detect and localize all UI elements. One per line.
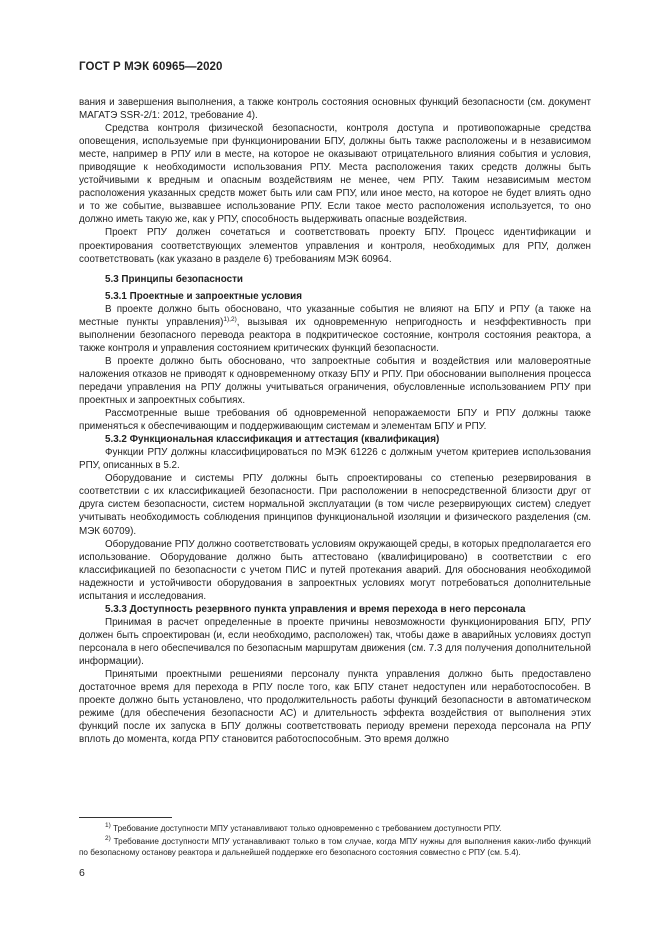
footnote-mark: 1) [105, 822, 111, 829]
paragraph-5-3-3-second: Принятыми проектными решениями персоналу пункта управления должно быть предоставлено достаточное время для перехода в РПУ после того, как БПУ станет недоступен или неработоспособен. В проекте должно быть установлено, что продолжительность работы функций безопасности в автоматическом режиме (для обеспечения безопасности АС) и длительность эффекта воздействия от выполнения этих функций после их запуска в БПУ должны соответствовать периоду времени перехода персонала на РПУ вплоть до момента, когда РПУ становится работоспособным. Это время должно [79, 669, 591, 746]
paragraph-5-3-3-first: Принимая в расчет определенные в проекте причины невозможности функционирования БПУ, РПУ должен быть спроектирован (и, если необходимо, расположен) так, чтобы даже в аварийных условиях доступ персонала в него обеспечивался по безопасным маршрутам движения (см. 7.3 для получения дополнительной информации). [79, 616, 591, 667]
footnote-reference: 1),2) [223, 315, 237, 323]
document-header: ГОСТ Р МЭК 60965—2020 [79, 61, 223, 73]
paragraph-5-3-2-second: Оборудование и системы РПУ должны быть спроектированы со степенью резервирования в соответствии с их классификацией безопасности. При расположении в непосредственной близости друг от друга систем безопасности, систем нормальной эксплуатации (в том числе резервирующих систем) следует учитывать необходимость соблюдения принципов функциональной изоляции и физического разделения (см. МЭК 60709). [79, 473, 591, 537]
section-heading-5-3-2: 5.3.2 Функциональная классификация и аттестация (квалификация) [105, 434, 440, 446]
section-heading-5-3: 5.3 Принципы безопасности [105, 273, 243, 285]
document-body [79, 96, 591, 746]
paragraph-5-3-1-first-text: В проекте должно быть обосновано, что указанные события не влияют на БПУ и РПУ (а также на местные пункты управления) [79, 303, 591, 328]
paragraph-continuation: вания и завершения выполнения, а также контроль состояния основных функций безопасности (см. документ МАГАТЭ SSR-2/1: 2012, требование 4). [79, 97, 591, 122]
paragraph-5-3-1-first-tail: , вызывая их одновременную непригодность и неэффективность при выполнении безопасного перевода реактора в подкритическое состояние, контроля состояния реактора, а также контроля и управления состоянием критических функций безопасности. [79, 316, 591, 354]
footnote-mark: 2) [105, 835, 111, 843]
footnote-text: Требование доступности МПУ устанавливают только одновременно с требованием доступности РПУ. [113, 824, 502, 833]
paragraph-5-3-1-second: В проекте должно быть обосновано, что запроектные события и воздействия или маловероятные наложения отказов не приводят к одновременному отказу БПУ и РПУ. При обосновании выполнения процесса передачи управления на РПУ должны учитываться ограничения, обусловленные использованием РПУ при проектных и запроектных событиях. [79, 355, 591, 407]
section-heading-5-3-1: 5.3.1 Проектные и запроектные условия [105, 290, 302, 302]
page-number: 6 [79, 867, 85, 879]
paragraph-5-3-2-first: Функции РПУ должны классифицироваться по МЭК 61226 с должным учетом критериев использования РПУ, описанных в 5.2. [79, 447, 591, 472]
paragraph-5-3-1-first [79, 303, 591, 355]
paragraph-project-rpu: Проект РПУ должен сочетаться и соответствовать проекту БПУ. Процесс идентификации и проектирования соответствующих элементов управления и контроля, необходимых для РПУ, должен соответствовать (как указано в разделе 6) требованиям МЭК 60964. [79, 227, 591, 265]
footnote-1 [79, 823, 591, 834]
footnote-2 [79, 836, 591, 858]
footnote-divider [79, 817, 172, 818]
paragraph-physical-security: Средства контроля физической безопасности, контроля доступа и противопожарные средства оповещения, используемые при функционировании БПУ, должны быть также расположены и в независимом месте, например в РПУ или в месте, на которое не оказывают отрицательного влияния события и условия, приводящие к необходимости использования РПУ. Места расположения таких средств должны быть устойчивыми к вредным и опасным воздействиям не менее, чем РПУ. Таким независимым местом расположения указанных средств может быть или сам РПУ, или иное место, на которое не будет влиять одно и то же событие, вызвавшее использование РПУ. Если такое место расположения используется, то оно должно иметь такую же, как у РПУ, способность выдерживать опасные воздействия. [79, 123, 591, 226]
footnotes [79, 823, 591, 861]
footnote-text: Требование доступности МПУ устанавливают только в том случае, когда МПУ нужны для выполнения каких-либо функций по безопасному останову реактора и дальнейшей поддержке его безопасного состояния совместно с РПУ (см. 5.4). [79, 837, 591, 858]
section-heading-5-3-3: 5.3.3 Доступность резервного пункта управления и время перехода в него персонала [105, 603, 526, 615]
paragraph-5-3-1-third: Рассмотренные выше требования об одновременной непоражаемости БПУ и РПУ должны также применяться к обеспечивающим и поддерживающим системам и элементам БПУ и РПУ. [79, 408, 591, 433]
paragraph-5-3-2-third: Оборудование РПУ должно соответствовать условиям окружающей среды, в которых предполагается его использование. Оборудование должно быть аттестовано (квалифицировано) в соответствии с его классификацией по безопасности с учетом ПИС и путей протекания аварий. Для обоснования необходимой надежности и устойчивости оборудования в запроектных условиях могут потребоваться дополнительные испытания и исследования. [79, 538, 591, 602]
